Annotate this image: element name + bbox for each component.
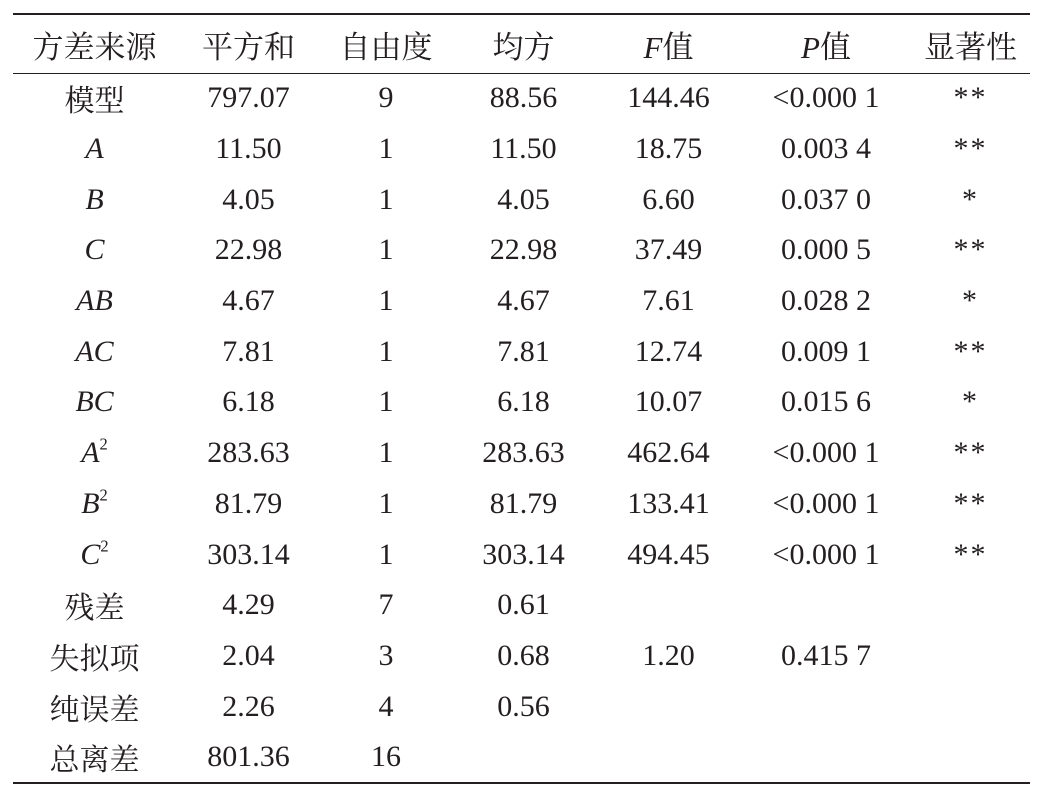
cell-degrees-of-freedom: 1: [378, 334, 394, 368]
cell-source: [13, 631, 176, 682]
cell-source: [13, 225, 176, 276]
cell-mean-square: 7.81: [497, 334, 550, 368]
cell-p-value: 0.009 1: [781, 334, 871, 368]
table-row: [13, 732, 1030, 783]
header-source: 方差来源: [32, 29, 157, 65]
cell-sum-of-squares: 81.79: [214, 486, 283, 520]
cell-mean-square: 4.67: [497, 284, 550, 318]
cell-sum-of-squares: 22.98: [214, 233, 283, 267]
source-label: AB: [76, 284, 113, 318]
cell-mean-square: [451, 732, 596, 783]
cell-f-value: 7.61: [642, 284, 695, 318]
table-body: [13, 73, 1030, 783]
cell-p-value: <0.000 1: [772, 81, 880, 115]
cell-significance: **: [953, 233, 988, 267]
table-row: [13, 377, 1030, 428]
cell-degrees-of-freedom: 3: [378, 638, 394, 672]
cell-f-value: 12.74: [634, 334, 703, 368]
cell-degrees-of-freedom: 7: [378, 588, 394, 622]
cell-p-value: 0.003 4: [781, 132, 871, 166]
cell-source: [13, 326, 176, 377]
source-label: A: [85, 132, 104, 166]
cell-mean-square: 6.18: [497, 385, 550, 419]
cell-degrees-of-freedom: 1: [378, 182, 394, 216]
cell-p-value: 0.028 2: [781, 284, 871, 318]
cell-significance: [911, 681, 1030, 732]
cell-p-value: <0.000 1: [772, 537, 880, 571]
cell-significance: **: [953, 81, 988, 115]
cell-f-value: 494.45: [627, 537, 710, 571]
cell-source: [13, 428, 176, 479]
source-label: 失拟项: [49, 642, 140, 676]
source-label: 模型: [64, 85, 125, 119]
table-row: [13, 479, 1030, 530]
source-label: AC: [75, 334, 114, 368]
cell-sum-of-squares: 4.05: [222, 182, 275, 216]
cell-significance: [911, 732, 1030, 783]
cell-degrees-of-freedom: 16: [371, 740, 401, 774]
cell-significance: **: [953, 132, 988, 166]
cell-f-value: 462.64: [627, 436, 710, 470]
cell-f-value: 6.60: [642, 182, 695, 216]
header-p-suffix: 值: [819, 29, 851, 65]
cell-mean-square: 303.14: [482, 537, 565, 571]
cell-significance: *: [962, 284, 979, 318]
cell-degrees-of-freedom: 9: [378, 81, 394, 115]
cell-p-value: [741, 732, 911, 783]
cell-source: [13, 479, 176, 530]
cell-source: [13, 681, 176, 732]
cell-sum-of-squares: 303.14: [207, 537, 290, 571]
cell-significance: **: [953, 436, 988, 470]
cell-p-value: <0.000 1: [772, 486, 880, 520]
cell-mean-square: 283.63: [482, 436, 565, 470]
source-label: BC: [75, 385, 114, 419]
cell-mean-square: 4.05: [497, 182, 550, 216]
table-row: [13, 580, 1030, 631]
source-label: A: [81, 436, 100, 470]
cell-f-value: [596, 681, 741, 732]
cell-f-value: 18.75: [634, 132, 703, 166]
cell-mean-square: 81.79: [489, 486, 558, 520]
cell-source: [13, 124, 176, 175]
cell-sum-of-squares: 801.36: [207, 740, 290, 774]
cell-mean-square: 22.98: [489, 233, 558, 267]
cell-degrees-of-freedom: 1: [378, 233, 394, 267]
exponent: 2: [100, 536, 109, 556]
table-row: [13, 225, 1030, 276]
table-row: [13, 428, 1030, 479]
cell-sum-of-squares: 283.63: [207, 436, 290, 470]
header-f-suffix: 值: [662, 29, 694, 65]
cell-sum-of-squares: 7.81: [222, 334, 275, 368]
table-row: [13, 124, 1030, 175]
cell-f-value: [596, 580, 741, 631]
cell-f-value: 1.20: [642, 638, 695, 672]
header-f-value: [596, 15, 741, 73]
header-f-symbol: F: [643, 29, 663, 65]
cell-f-value: 133.41: [627, 486, 710, 520]
cell-sum-of-squares: 2.04: [222, 638, 275, 672]
source-label: 残差: [64, 592, 125, 626]
cell-sum-of-squares: 797.07: [207, 81, 290, 115]
source-label: B: [81, 486, 100, 520]
cell-source: [13, 73, 176, 124]
cell-mean-square: 11.50: [490, 132, 557, 166]
cell-f-value: 10.07: [634, 385, 703, 419]
header-significance: 显著性: [924, 29, 1017, 65]
cell-p-value: 0.015 6: [781, 385, 871, 419]
cell-degrees-of-freedom: 1: [378, 132, 394, 166]
cell-mean-square: 0.61: [497, 588, 550, 622]
table-row: [13, 73, 1030, 124]
cell-p-value: [741, 580, 911, 631]
table-row: [13, 631, 1030, 682]
cell-p-value: 0.037 0: [781, 182, 871, 216]
cell-source: [13, 377, 176, 428]
table-row: [13, 681, 1030, 732]
cell-degrees-of-freedom: 1: [378, 284, 394, 318]
source-label: C: [80, 537, 101, 571]
cell-p-value: <0.000 1: [772, 436, 880, 470]
cell-source: [13, 529, 176, 580]
cell-p-value: 0.000 5: [781, 233, 871, 267]
cell-significance: *: [962, 182, 979, 216]
cell-f-value: [596, 732, 741, 783]
cell-degrees-of-freedom: 1: [378, 436, 394, 470]
cell-source: [13, 276, 176, 327]
header-p-value: [741, 15, 911, 73]
cell-sum-of-squares: 4.67: [222, 284, 275, 318]
table-row: [13, 174, 1030, 225]
cell-source: [13, 174, 176, 225]
exponent: 2: [99, 434, 108, 454]
cell-significance: **: [953, 486, 988, 520]
source-label: B: [85, 182, 104, 216]
cell-mean-square: 0.56: [497, 689, 550, 723]
cell-degrees-of-freedom: 1: [378, 537, 394, 571]
cell-mean-square: 0.68: [497, 638, 550, 672]
source-label: 纯误差: [49, 693, 140, 727]
header-mean-square: 均方: [492, 29, 555, 65]
cell-sum-of-squares: 4.29: [222, 588, 275, 622]
anova-table: [13, 15, 1030, 783]
table-row: [13, 276, 1030, 327]
source-label: 总离差: [49, 744, 140, 778]
cell-sum-of-squares: 11.50: [215, 132, 282, 166]
cell-mean-square: 88.56: [489, 81, 558, 115]
cell-source: [13, 732, 176, 783]
cell-significance: **: [953, 334, 988, 368]
cell-p-value: 0.415 7: [781, 638, 871, 672]
table-row: [13, 529, 1030, 580]
cell-f-value: 144.46: [627, 81, 710, 115]
cell-significance: [911, 631, 1030, 682]
cell-degrees-of-freedom: 4: [378, 689, 394, 723]
header-sum-of-squares: 平方和: [202, 29, 295, 65]
cell-sum-of-squares: 6.18: [222, 385, 275, 419]
source-label: C: [84, 233, 105, 267]
header-degrees-of-freedom: 自由度: [339, 29, 433, 65]
cell-p-value: [741, 681, 911, 732]
cell-degrees-of-freedom: 1: [378, 486, 394, 520]
cell-sum-of-squares: 2.26: [222, 689, 275, 723]
cell-source: [13, 580, 176, 631]
cell-significance: *: [962, 385, 979, 419]
cell-significance: [911, 580, 1030, 631]
header-p-symbol: P: [801, 29, 820, 65]
cell-f-value: 37.49: [634, 233, 703, 267]
table-row: [13, 326, 1030, 377]
header-row: [13, 15, 1030, 73]
cell-significance: **: [953, 537, 988, 571]
cell-degrees-of-freedom: 1: [378, 385, 394, 419]
exponent: 2: [99, 485, 108, 505]
